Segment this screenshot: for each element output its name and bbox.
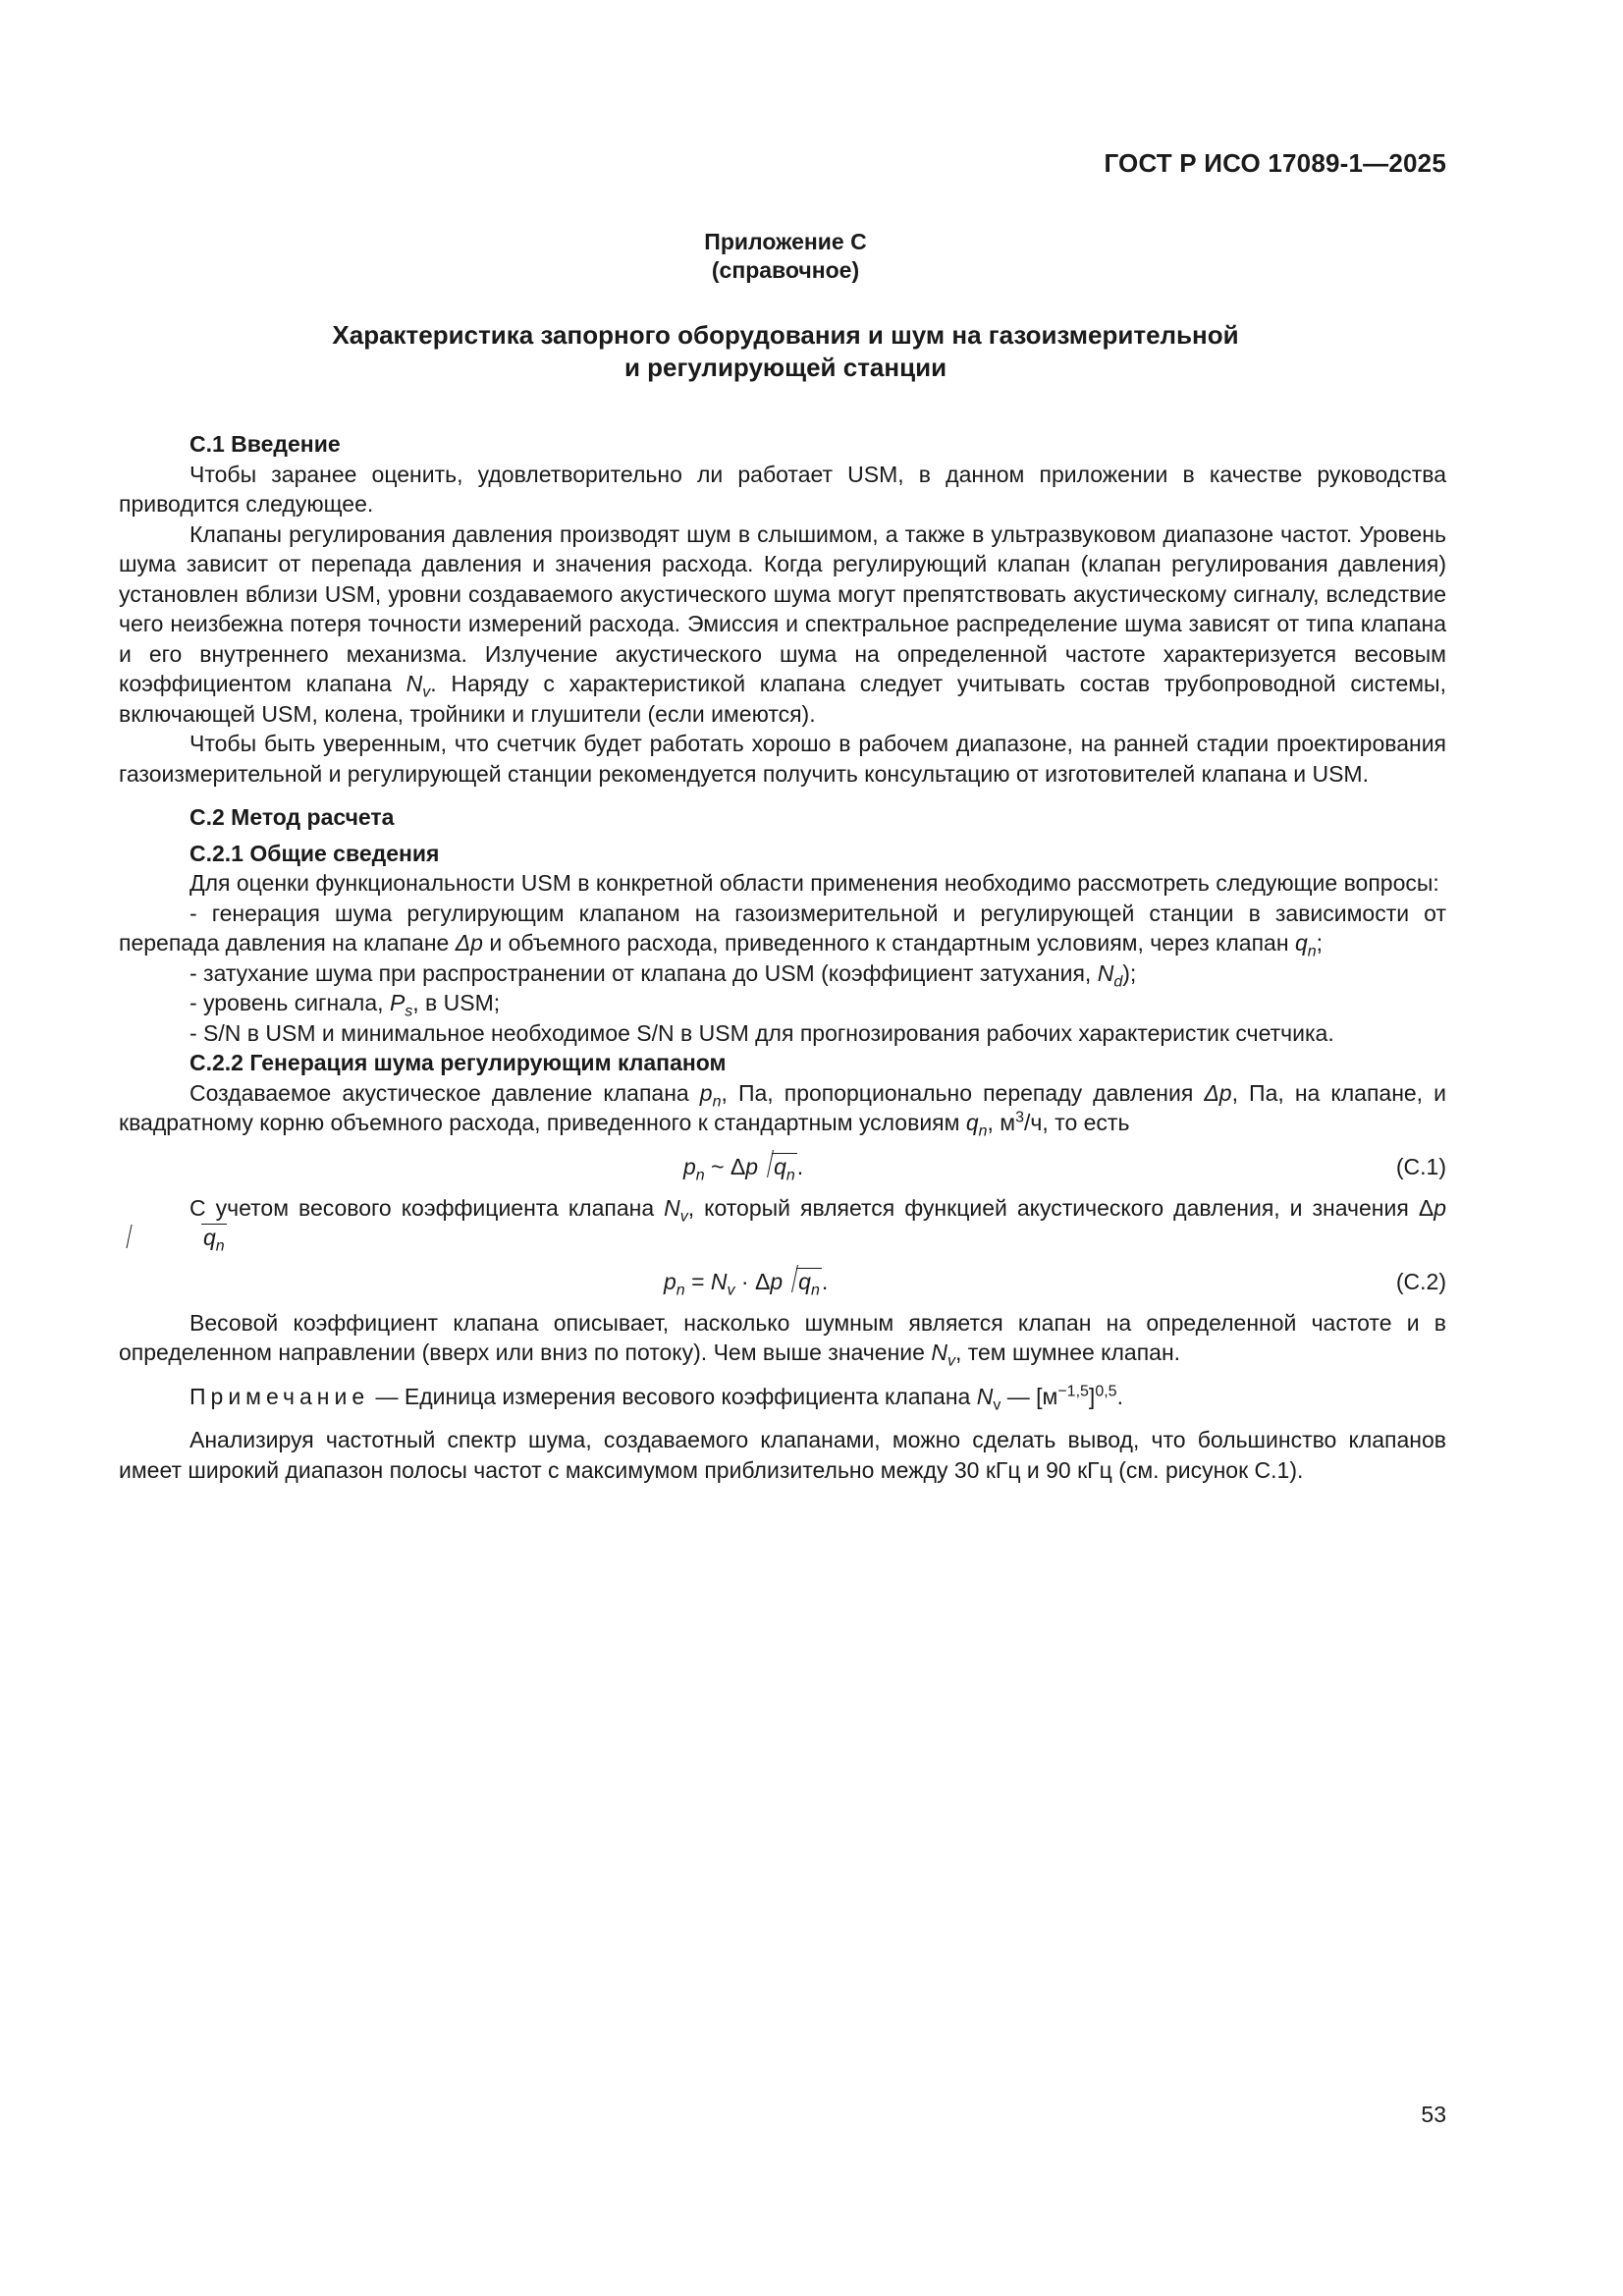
section-c22-paragraph-4: Анализируя частотный спектр шума, создаваемого клапанами, можно сделать вывод, что большинство клапанов имеет широкий диапазон полосы частот с максимумом приблизительно между 30 кГц и 90 кГц (см. рисунок С.1). bbox=[119, 1427, 1446, 1483]
annex-type: (справочное) bbox=[711, 257, 860, 283]
formula-c1-expression: $p_n$ ~ Δp $q_n$. bbox=[683, 1144, 803, 1189]
formula-c1 bbox=[119, 1144, 1446, 1189]
page-number: 53 bbox=[1421, 2102, 1446, 2127]
sqrt-sign: $q_n$ bbox=[783, 1259, 822, 1304]
list-item-4: - S/N в USM и минимальное необходимое S/N в USM для прогнозирования рабочих характеристик счетчика. bbox=[189, 1019, 1334, 1046]
annex-title-line2: и регулирующей станции bbox=[623, 353, 947, 382]
section-c1-heading: С.1 Введение bbox=[189, 431, 341, 457]
formula-c2-number: (C.2) bbox=[1395, 1268, 1446, 1294]
section-c2-heading: С.2 Метод расчета bbox=[189, 804, 395, 830]
document-code: ГОСТ Р ИСО 17089-1—2025 bbox=[1104, 148, 1446, 178]
section-c22-paragraph-3: Весовой коэффициент клапана описывает, насколько шумным является клапан на определенной частоте и в определенном направлении (вверх или вниз по потоку). Чем выше значение $N_v$, тем шумнее клапан. bbox=[119, 1309, 1446, 1370]
section-c21-paragraph: Для оценки функциональности USM в конкретной области применения необходимо рассмотреть следующие вопросы: bbox=[189, 870, 1439, 896]
formula-c2 bbox=[119, 1259, 1446, 1304]
section-c1-paragraph-1: Чтобы заранее оценить, удовлетворительно ли работает USM, в данном приложении в качестве руководства приводится следующее. bbox=[119, 461, 1446, 517]
formula-c1-number: (C.1) bbox=[1395, 1153, 1446, 1179]
section-c22-paragraph-2: С учетом весового коэффициента клапана $N_v$, который является функцией акустического давления, и значения Δpq$_n$ bbox=[119, 1193, 1446, 1253]
annex-label: Приложение С bbox=[704, 229, 867, 254]
annex-label-block bbox=[0, 228, 1571, 285]
section-c1-paragraph-2: Клапаны регулирования давления производят шум в слышимом, а также в ультразвуковом диапазоне частот. Уровень шума зависит от перепада давления и значения расхода. Когда регулирующий клапан (клапан регулирования давления) установлен вблизи USM, уровни создаваемого акустического шума могут препятствовать акустическому сигналу, вследствие чего неизбежна потеря точности измерений расхода. Эмиссия и спектральное распределение шума зависят от типа клапана и его внутреннего механизма. Излучение акустического шума на определенной частоте характеризуется весовым коэффициентом клапана $N_v$. Наряду с характеристикой клапана следует учитывать состав трубопроводной системы, включающей USM, колена, тройники и глушители (если имеются). bbox=[119, 520, 1446, 727]
sqrt-sign: $q_n$ bbox=[758, 1144, 797, 1189]
section-c1-paragraph-3: Чтобы быть уверенным, что счетчик будет работать хорошо в рабочем диапазоне, на ранней стадии проектирования газоизмерительной и регулирующей станции рекомендуется получить консультацию от изготовителей клапана и USM. bbox=[119, 731, 1446, 787]
sqrt-sign: $q_n$ bbox=[119, 1223, 227, 1253]
section-c22-heading: С.2.2 Генерация шума регулирующим клапаном bbox=[189, 1050, 727, 1075]
formula-c2-expression: $p_n = N_v \cdot \Delta p$ $q_n$. bbox=[664, 1259, 828, 1304]
list-item-3: - уровень сигнала, $P_s$, в USM; bbox=[189, 990, 501, 1020]
document-body bbox=[119, 429, 1446, 1485]
section-c22-paragraph-1: Создаваемое акустическое давление клапана $p_n$, Па, пропорционально перепаду давления Δp, Па, на клапане, и квадратному корню объемного расхода, приведенного к стандартным условиям $q_n$, $м^3/ч$, то есть bbox=[119, 1079, 1446, 1140]
list-item-1: - генерация шума регулирующим клапаном на газоизмерительной и регулирующей станции в зависимости от перепада давления на клапане Δp и объемного расхода, приведенного к стандартным условиям, через клапан $q_n$; bbox=[119, 900, 1446, 960]
annex-title bbox=[0, 319, 1571, 384]
note: Примечание — Единица измерения весового коэффициента клапана $N_v$ — $[м^{-1,5}]^{0,5}$. bbox=[189, 1382, 1123, 1414]
list-item-2: - затухание шума при распространении от клапана до USM (коэффициент затухания, $N_d$); bbox=[189, 959, 1137, 991]
annex-title-line1: Характеристика запорного оборудования и шум на газоизмерительной bbox=[332, 320, 1239, 350]
section-c21-heading: С.2.1 Общие сведения bbox=[189, 840, 440, 866]
